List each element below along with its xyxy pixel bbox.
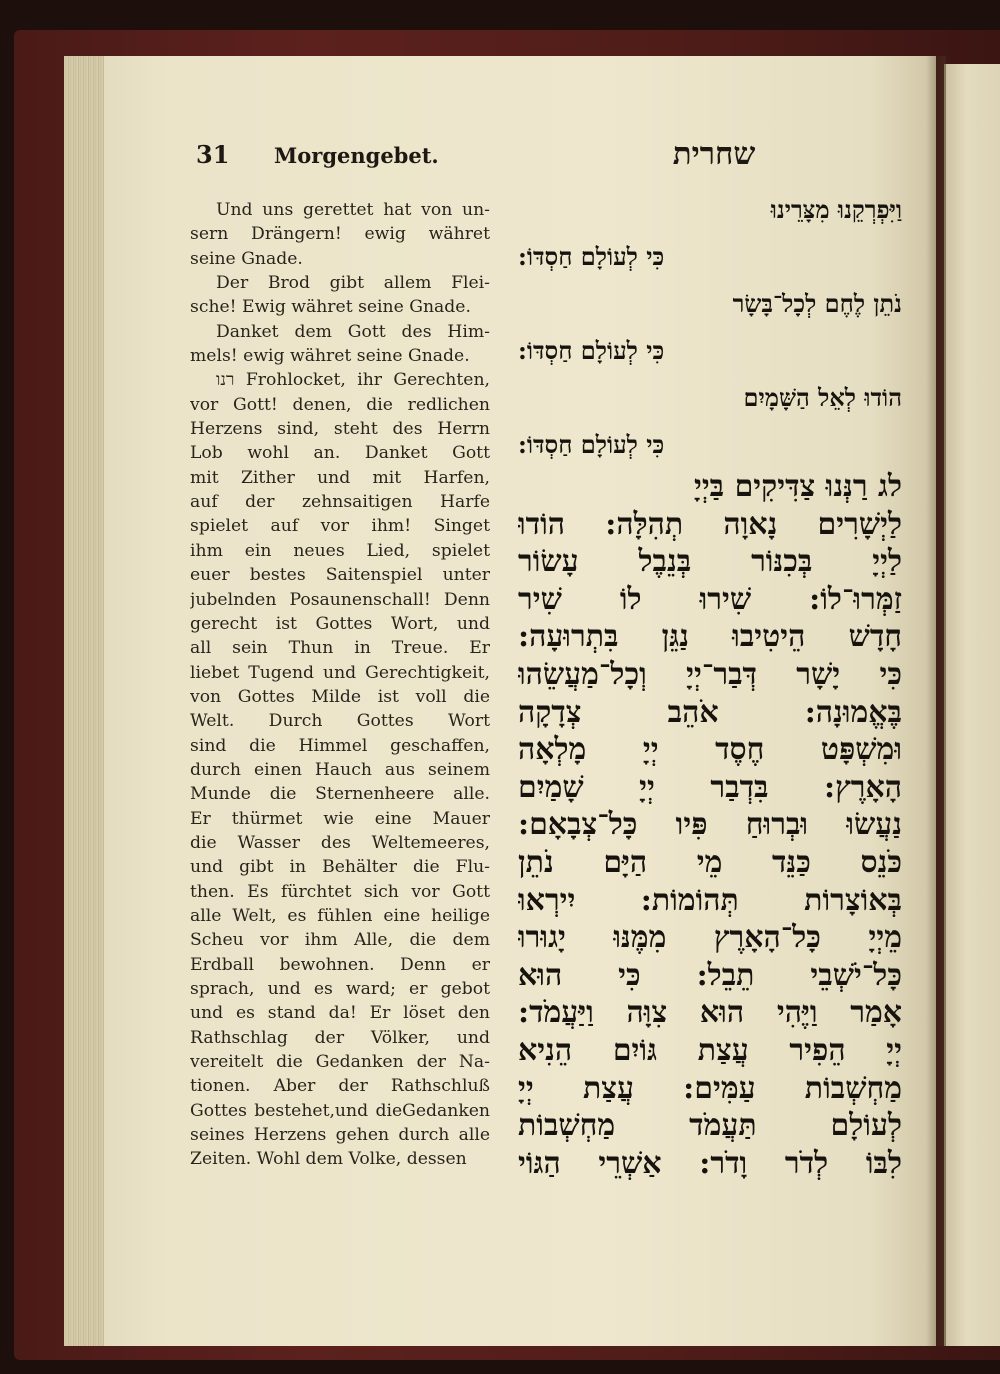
hebrew-psalm-line: בֶּאֱמוּנָה: אֹהֵב צְדָקָה [518, 694, 902, 730]
hebrew-psalm-line: אָמַר וַיֶּהִי הוּא צִוָּה וַיַּעֲמֹד: [518, 995, 902, 1031]
hebrew-line: וַיִּפְרְקֵנוּ מִצָּרֵינוּ [770, 195, 902, 224]
german-line: von Gottes Milde ist voll die [190, 686, 490, 707]
german-line: sind die Himmel geschaffen, [190, 735, 490, 756]
hebrew-line: נֹתֵן לֶחֶם לְכָל־בָּשָׂר [732, 289, 902, 318]
german-line: Gottes bestehet,und dieGedanken [190, 1100, 490, 1121]
hebrew-text-column [518, 186, 902, 1182]
german-line: Danket dem Gott des Him- [216, 321, 490, 342]
hebrew-psalm-line: הָאָרֶץ: בִּדְבַר יְיָ שָׁמַיִם [518, 769, 902, 805]
german-line: רנו Frohlocket, ihr Gerechten, [216, 370, 490, 391]
german-line: euer bestes Saitenspiel unter [190, 565, 490, 586]
german-line: then. Es fürchtet sich vor Gott [190, 881, 490, 902]
german-line: vor Gott! denen, die redlichen [190, 394, 490, 415]
hebrew-psalm-line: כָּל־יֹשְׁבֵי תֵבֵל: כִּי הוּא [518, 957, 902, 993]
hebrew-psalm-block [518, 468, 902, 1182]
german-line: und es stand da! Er löset den [190, 1003, 490, 1024]
hebrew-psalm-line: מֵיְיָ כָּל־הָאָרֶץ מִמֶּנּוּ יָגוּרוּ [518, 920, 902, 956]
german-line: Herzens sind, steht des Herrn [190, 419, 490, 440]
german-line: Er thürmet wie eine Mauer [190, 808, 490, 829]
german-line: mit Zither und mit Harfen, [190, 467, 490, 488]
german-line: Der Brod gibt allem Flei- [216, 273, 490, 294]
hebrew-psalm-line: מַחְשְׁבוֹת עַמִּים: עֲצַת יְיָ [518, 1070, 902, 1106]
german-line: all sein Thun in Treue. Er [190, 638, 490, 659]
german-line: seines Herzens gehen durch alle [190, 1125, 490, 1146]
hebrew-psalm-line: בְּאוֹצָרוֹת תְּהוֹמוֹת: יִירְאוּ [518, 882, 902, 918]
german-line: ihm ein neues Lied, spielet [190, 540, 490, 561]
running-head-german: Morgengebet. [274, 143, 439, 168]
page-number: 31 [196, 140, 230, 169]
hebrew-line: כִּי לְעוֹלָם חַסְדּוֹ: [518, 242, 665, 271]
german-line: die Wasser des Weltemeeres, [190, 832, 490, 853]
german-line: mels! ewig währet seine Gnade. [190, 346, 470, 367]
german-translation-column [190, 198, 490, 1172]
german-line: gerecht ist Gottes Wort, und [190, 613, 490, 634]
hebrew-line: הוֹדוּ לְאֵל הַשָּׁמָיִם [743, 383, 902, 412]
hebrew-refrain-block [518, 186, 902, 468]
german-line: Zeiten. Wohl dem Volke, dessen [190, 1149, 467, 1170]
german-line: durch einen Hauch aus seinem [190, 759, 490, 780]
hebrew-psalm-line: וּמִשְׁפָּט חֶסֶד יְיָ מָלְאָה [518, 732, 902, 768]
hebrew-psalm-line: לַיְשָׁרִים נָאוָה תְהִלָּה: הוֹדוּ [518, 506, 902, 542]
german-line: und gibt in Behälter die Flu- [190, 857, 490, 878]
german-line: Erdball bewohnen. Denn er [190, 954, 490, 975]
german-line: auf der zehnsaitigen Harfe [190, 492, 490, 513]
gutter-shadow [926, 56, 946, 1346]
german-line: sprach, und es ward; er gebot [190, 979, 490, 999]
hebrew-psalm-line: חָדָשׁ הֵיטִיבוּ נַגֵּן בִּתְרוּעָה: [518, 619, 902, 655]
german-line: sche! Ewig währet seine Gnade. [190, 297, 471, 318]
running-head-hebrew: שחרית [672, 136, 756, 172]
hebrew-psalm-line: כֹּנֵס כַּנֵּד מֵי הַיָּם נֹתֵן [518, 844, 902, 880]
german-line: liebet Tugend und Gerechtigkeit, [190, 662, 490, 683]
german-line: Scheu vor ihm Alle, die dem [190, 930, 490, 951]
german-line: Rathschlag der Völker, und [190, 1027, 490, 1048]
hebrew-psalm-line: זַמְּרוּ־לוֹ: שִׁירוּ לוֹ שִׁיר [518, 581, 902, 617]
german-line: Munde die Sternenheere alle. [190, 784, 490, 805]
hebrew-psalm-line: לְעוֹלָם תַּעֲמֹד מַחְשְׁבוֹת [518, 1108, 902, 1144]
hebrew-psalm-line: לִבּוֹ לְדֹר וָדֹר: אַשְׁרֵי הַגּוֹי [518, 1145, 902, 1181]
german-line: spielet auf vor ihm! Singet [190, 516, 490, 537]
hebrew-psalm-line: נַעֲשׂוּ וּבְרוּחַ פִּיו כָּל־צְבָאָם: [518, 807, 902, 843]
hebrew-psalm-line: לַיְיָ בְּכִנּוֹר בְּנֵבֶל עָשׂוֹר [518, 544, 902, 580]
hebrew-line: כִּי לְעוֹלָם חַסְדּוֹ: [518, 336, 665, 365]
german-line: Lob wohl an. Danket Gott [190, 443, 490, 464]
german-line: jubelnden Posaunenschall! Denn [190, 589, 490, 610]
german-line: sern Drängern! ewig währet [190, 224, 490, 245]
facing-page-edge [944, 64, 1000, 1346]
hebrew-psalm-line: לג רַנְּנוּ צַדִּיקִים בַּיְיָ [693, 469, 902, 504]
german-line: Und uns gerettet hat von un- [216, 200, 490, 220]
hebrew-line: כִּי לְעוֹלָם חַסְדּוֹ: [518, 430, 665, 459]
german-line: alle Welt, es fühlen eine heilige [190, 905, 490, 926]
hebrew-psalm-line: כִּי יָשָׁר דְּבַר־יְיָ וְכָל־מַעֲשֵׂהוּ [518, 656, 902, 692]
page-header-left [196, 140, 439, 176]
german-line: seine Gnade. [190, 248, 303, 269]
hebrew-psalm-line: יְיָ הֵפִיר עֲצַת גּוֹיִם הֵנִיא [518, 1032, 902, 1068]
german-line: Welt. Durch Gottes Wort [190, 711, 490, 732]
german-line: vereitelt die Gedanken der Na- [190, 1052, 490, 1073]
german-line: tionen. Aber der Rathschluß [190, 1076, 490, 1097]
